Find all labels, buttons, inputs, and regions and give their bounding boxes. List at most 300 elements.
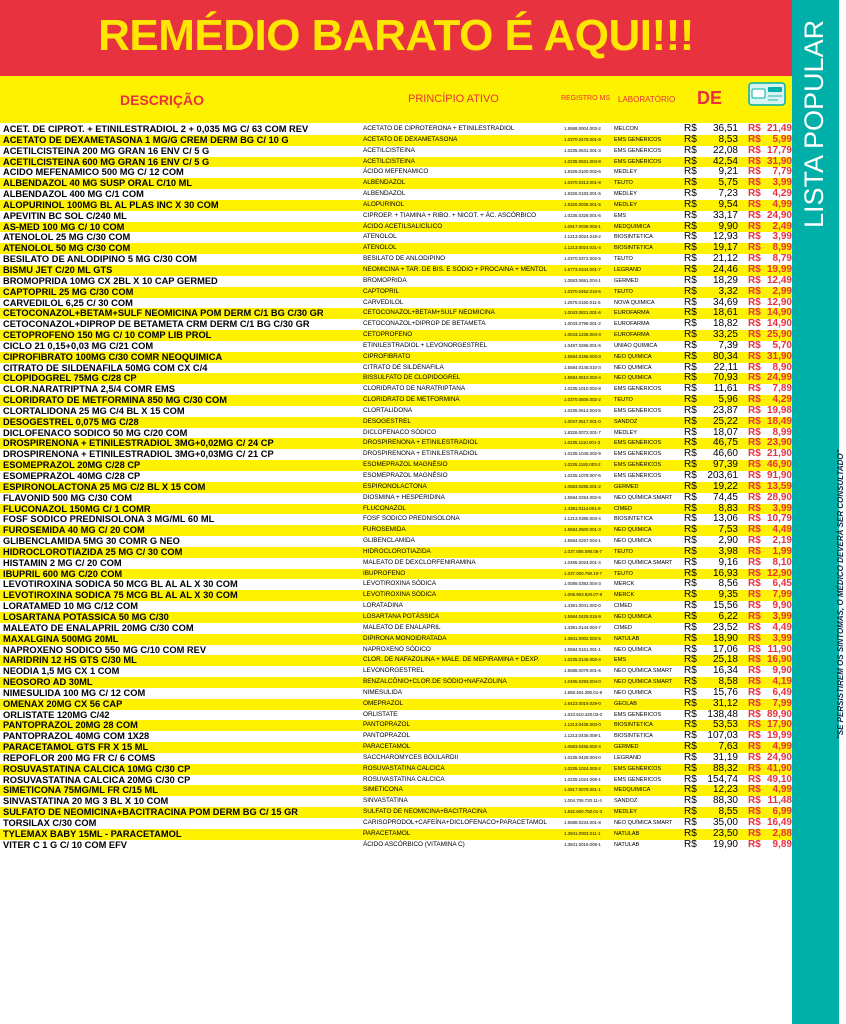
laboratory: NEO QUÍMICA SMART — [614, 559, 673, 566]
currency-por: R$ — [748, 383, 761, 395]
price-de: 88,30 — [712, 795, 738, 807]
currency-por: R$ — [748, 426, 761, 438]
active-ingredient: BROMOPRIDA — [363, 276, 407, 284]
table-row — [0, 666, 792, 677]
product-name: APEVITIN BC SOL C/240 ML — [3, 210, 127, 221]
ms-registration: 1.0235.0328.001-6 — [564, 212, 601, 218]
ms-registration: 1.0917.0039.003-1 — [564, 223, 601, 229]
currency-de: R$ — [684, 784, 697, 796]
currency-por: R$ — [748, 773, 761, 785]
price-de: 16,34 — [712, 665, 738, 677]
table-row — [0, 124, 792, 135]
active-ingredient: CETOCONAZOL+DIPROP DE BETAMETA — [363, 320, 486, 328]
price-por: 6,99 — [772, 806, 792, 818]
ms-registration: 1.5423.0019.029-0 — [564, 700, 601, 706]
laboratory: CIMED — [614, 624, 633, 631]
product-name: DROSPIRENONA + ETINILESTRADIOL 3MG+0,03MG C/ 21 CP — [3, 449, 274, 460]
currency-de: R$ — [684, 209, 697, 221]
ms-registration: 1.037.006.090.05-7 — [564, 548, 603, 554]
currency-de: R$ — [684, 274, 697, 286]
currency-de: R$ — [684, 459, 697, 471]
active-ingredient: LEVOTIROXINA SÓDICA — [363, 580, 437, 588]
currency-por: R$ — [748, 686, 761, 698]
currency-por: R$ — [748, 610, 761, 622]
product-name: CARVEDILOL 6,25 C/ 30 COM — [3, 297, 133, 308]
currency-de: R$ — [684, 610, 697, 622]
product-name: HIDROCLOROTIAZIDA 25 MG C/ 30 COM — [3, 546, 183, 557]
header-registro-ms: REGISTRO MS — [561, 95, 611, 102]
currency-por: R$ — [748, 339, 761, 351]
product-name: BESILATO DE ANLODIPINO 5 MG C/30 COM — [3, 254, 198, 265]
side-note: "SE PERSISTIREM OS SINTOMAS, O MÉDICO DEVERÁ SER CONSULTADO" — [836, 449, 845, 739]
laboratory: TEUTO — [614, 397, 633, 404]
ms-registration: 1.0497.0286.001-6 — [564, 342, 601, 348]
laboratory: NEO QUÍMICA SMART — [614, 820, 673, 826]
price-de: 24,46 — [712, 263, 738, 275]
side-title — [797, 188, 807, 228]
currency-de: R$ — [684, 188, 697, 200]
price-por: 10,79 — [766, 513, 792, 525]
currency-por: R$ — [748, 795, 761, 807]
ms-registration: 1.004.706.720.11-4 — [564, 798, 602, 804]
ms-registration: 1.5584.0161.001-1 — [564, 646, 601, 652]
ms-registration: 1.0235.1010.002-8 — [564, 386, 601, 392]
currency-por: R$ — [748, 307, 761, 319]
product-name: CLOR.NARATRIPTNA 2,5/4 COMR EMS — [3, 384, 176, 395]
currency-de: R$ — [684, 578, 697, 590]
ms-registration: 1.3841.0002.002-5 — [564, 635, 601, 641]
price-de: 22,11 — [713, 361, 738, 373]
price-por: 14,90 — [766, 307, 792, 319]
product-name: DICLOFENACO SODICO 50 MG C/20 COM — [3, 427, 188, 438]
ms-registration: 1.0235.1045.002-9 — [564, 451, 601, 457]
price-de: 8,56 — [718, 578, 738, 590]
price-por: 3,99 — [772, 231, 792, 243]
table-row — [0, 189, 792, 200]
currency-de: R$ — [684, 665, 697, 677]
ms-registration: 1.0235.1024.008-1 — [564, 776, 601, 782]
ms-registration: 1.4381.0144.004-7 — [564, 624, 601, 630]
currency-por: R$ — [748, 806, 761, 818]
price-de: 53,53 — [712, 719, 738, 731]
laboratory: GERMED — [614, 483, 639, 490]
price-de: 33,25 — [712, 329, 738, 341]
price-de: 23,52 — [712, 621, 738, 633]
currency-por: R$ — [748, 404, 761, 416]
ms-registration: 1.0235.0428.004-0 — [564, 754, 601, 760]
laboratory: BIOSINTETICA — [614, 245, 653, 252]
price-por: 49,10 — [766, 773, 792, 785]
price-de: 31,19 — [712, 751, 738, 763]
table-row — [0, 308, 792, 319]
price-de: 42,54 — [712, 155, 738, 167]
active-ingredient: LEVONORGESTREL — [363, 667, 425, 675]
price-de: 46,60 — [712, 448, 738, 460]
laboratory: MERCK — [614, 581, 635, 588]
currency-de: R$ — [684, 567, 697, 579]
price-por: 4,49 — [772, 621, 792, 633]
ms-registration: 1.1213.0435.003-0 — [564, 722, 601, 728]
table-row — [0, 287, 792, 298]
laboratory: TEUTO — [614, 570, 633, 577]
table-row — [0, 612, 792, 623]
laboratory: NATULAB — [614, 830, 640, 837]
price-de: 3,32 — [718, 285, 738, 297]
laboratory: MEDLEY — [614, 201, 638, 208]
price-por: 4,99 — [772, 741, 792, 753]
price-por: 18,49 — [766, 415, 792, 427]
price-por: 4,19 — [772, 676, 792, 688]
currency-de: R$ — [684, 589, 697, 601]
currency-por: R$ — [748, 665, 761, 677]
active-ingredient: CIPROEP. + TIAMINA + RIBO. + NICOT. + ÁC. ASCÓRBICO — [363, 211, 537, 219]
price-por: 3,99 — [772, 632, 792, 644]
table-row — [0, 352, 792, 363]
active-ingredient: SINVASTATINA — [363, 797, 408, 805]
laboratory: MEDLEY — [614, 191, 638, 198]
laboratory: SANDOZ — [614, 418, 638, 425]
currency-por: R$ — [748, 350, 761, 362]
ms-registration: 1.0583.0681.004-1 — [564, 277, 601, 283]
product-name: CAPTOPRIL 25 MG C/30 COM — [3, 286, 134, 297]
currency-de: R$ — [684, 686, 697, 698]
price-de: 19,22 — [712, 480, 738, 492]
active-ingredient: CETOCONAZOL+BETAM+SULF NEOMICINA — [363, 309, 495, 317]
laboratory: MEDLEY — [614, 429, 638, 436]
table-header — [0, 76, 792, 123]
active-ingredient: ACETATO DE CIPROTERONA + ETINILESTRADIOL — [363, 125, 515, 132]
table-row — [0, 341, 792, 352]
price-de: 8,55 — [718, 806, 738, 818]
product-name: CITRATO DE SILDENAFILA 50MG COM CX C/4 — [3, 362, 208, 373]
price-por: 7,99 — [772, 697, 792, 709]
price-por: 9,89 — [772, 838, 792, 850]
price-por: 89,90 — [766, 708, 792, 720]
active-ingredient: FUROSEMIDA — [363, 526, 406, 534]
table-row — [0, 645, 792, 656]
active-ingredient: DIOSMINA + HESPERIDINA — [363, 493, 445, 501]
price-por: 12,49 — [766, 274, 792, 286]
laboratory: UNIAO QUIMICA — [614, 342, 658, 349]
laboratory: BIOSINTETICA — [614, 722, 653, 729]
laboratory: TEUTO — [614, 256, 633, 263]
table-row — [0, 547, 792, 558]
active-ingredient: CETOPROFENO — [363, 331, 413, 339]
laboratory: GEOLAB — [614, 700, 638, 707]
currency-de: R$ — [684, 372, 697, 384]
price-por: 8,99 — [772, 426, 792, 438]
product-name: ATENOLOL 25 MG C/30 COM — [3, 232, 131, 243]
table-row — [0, 731, 792, 742]
active-ingredient: ROSUVASTATINA CALCICA — [363, 775, 445, 783]
currency-de: R$ — [684, 730, 697, 742]
active-ingredient: DIPIRONA MONOIDRATADA — [363, 634, 447, 642]
price-de: 8,83 — [718, 502, 738, 514]
ms-registration: 1.0235.0614.004-5 — [564, 407, 601, 413]
ms-registration: 1.0043.1236.004-3 — [564, 332, 601, 338]
table-row — [0, 157, 792, 168]
product-name: AS-MED 100 MG C/ 10 COM — [3, 221, 125, 232]
product-name: CLORTALIDONA 25 MG C/4 BL X 15 COM — [3, 405, 185, 416]
currency-de: R$ — [684, 502, 697, 514]
currency-por: R$ — [748, 535, 761, 547]
product-name: LOSARTANA POTASSICA 50 MG C/30 — [3, 611, 169, 622]
currency-por: R$ — [748, 838, 761, 850]
ms-registration: 1.0583.0285.001-2 — [564, 483, 601, 489]
active-ingredient: ACETATO DE DEXAMETASONA — [363, 135, 458, 143]
price-de: 12,93 — [712, 231, 738, 243]
currency-por: R$ — [748, 567, 761, 579]
ms-registration: 1.0370.0506.002-2 — [564, 397, 601, 403]
laboratory: EMS GENÉRICOS — [614, 451, 662, 458]
ms-registration: 1.0370.0452.018-6 — [564, 288, 601, 294]
price-por: 24,90 — [766, 209, 792, 221]
ms-registration: 1.8326.0035.001-5 — [564, 201, 601, 207]
ms-registration: 1.0235.1024.003-2 — [564, 765, 601, 771]
price-por: 11,48 — [767, 795, 792, 807]
ms-registration: 1.5588.0004.003-2 — [564, 126, 601, 131]
price-por: 3,99 — [772, 502, 792, 514]
price-de: 5,75 — [718, 177, 738, 189]
currency-de: R$ — [684, 296, 697, 308]
laboratory: EMS GENÉRICOS — [614, 776, 662, 783]
ms-registration: 1.4381.0114.001-9 — [564, 505, 601, 511]
ms-registration: 1.3841.0018.008-1 — [564, 841, 601, 847]
product-name: ALBENDAZOL 400 MG C/1 COM — [3, 189, 144, 200]
product-name: LEVOTIROXINA SODICA 75 MCG BL AL AL X 30 COM — [3, 590, 238, 601]
active-ingredient: BISSULFATO DE CLOPIDOGREL — [363, 374, 461, 382]
active-ingredient: CAPTOPRIL — [363, 287, 400, 295]
ms-registration: 1.0370.0313.001-8 — [564, 180, 601, 186]
ms-registration: 1.5584.0267.004-1 — [564, 538, 601, 544]
currency-de: R$ — [684, 751, 697, 763]
price-por: 28,90 — [766, 491, 792, 503]
ms-registration: 1.5584.0145.010-3 — [564, 364, 601, 370]
laboratory: EMS — [614, 212, 627, 219]
ms-registration: 1.1213.0024.021-4 — [564, 245, 601, 251]
currency-por: R$ — [748, 285, 761, 297]
currency-por: R$ — [748, 133, 761, 145]
laboratory: NEO QUÍMICA SMART — [614, 679, 673, 686]
laboratory: MEDQUIMICA — [614, 787, 651, 794]
currency-por: R$ — [748, 437, 761, 449]
table-row — [0, 232, 792, 243]
product-name: NARIDRIN 12 HS GTS C/30 ML — [3, 655, 137, 666]
laboratory: EMS GENÉRICOS — [614, 147, 662, 154]
price-por: 8,10 — [772, 556, 792, 568]
table-row — [0, 395, 792, 406]
price-de: 8,58 — [718, 676, 738, 688]
laboratory: EMS GENÉRICOS — [614, 386, 662, 393]
product-name: BISMU JET C/20 ML GTS — [3, 264, 113, 275]
price-de: 22,08 — [712, 144, 738, 156]
laboratory: CIMED — [614, 505, 633, 512]
active-ingredient: MALEATO DE ENALAPRIL — [363, 623, 441, 631]
product-name: IBUPRIL 600 MG C/20 COM — [3, 568, 123, 579]
active-ingredient: ATENOLOL — [363, 233, 397, 241]
price-por: 12,90 — [766, 567, 792, 579]
laboratory: NEO QUIMICA — [614, 353, 652, 360]
currency-de: R$ — [684, 350, 697, 362]
currency-de: R$ — [684, 795, 697, 807]
currency-por: R$ — [748, 166, 761, 178]
price-de: 9,54 — [718, 198, 738, 210]
table-row — [0, 742, 792, 753]
laboratory: EUROFARMA — [614, 310, 650, 317]
currency-por: R$ — [748, 643, 761, 655]
table-row — [0, 363, 792, 374]
currency-por: R$ — [748, 578, 761, 590]
price-por: 2,99 — [772, 285, 792, 297]
currency-por: R$ — [748, 589, 761, 601]
table-row — [0, 330, 792, 341]
currency-por: R$ — [748, 329, 761, 341]
ms-registration: 1.558.404.390.01-9 — [564, 689, 603, 695]
product-name: CETOPROFENO 150 MG C/ 10 COMP LIB PROL — [3, 330, 212, 341]
active-ingredient: LEVOTIROXINA SÓDICA — [363, 591, 437, 599]
ms-registration: 1.5588.0234.001-8 — [564, 820, 601, 825]
table-row — [0, 482, 792, 493]
active-ingredient: ESPIRONOLACTONA — [363, 482, 427, 490]
price-de: 23,50 — [712, 827, 738, 839]
currency-de: R$ — [684, 719, 697, 731]
currency-por: R$ — [748, 621, 761, 633]
table-row — [0, 438, 792, 449]
price-de: 154,74 — [707, 773, 738, 785]
product-name: ROSUVASTATINA CALCICA 10MG C/30 CP — [3, 763, 191, 774]
table-row — [0, 764, 792, 775]
currency-por: R$ — [748, 188, 761, 200]
currency-de: R$ — [684, 123, 697, 134]
product-name: ALOPURINOL 100MG BL AL PLAS INC X 30 COM — [3, 199, 219, 210]
price-de: 8,53 — [718, 133, 738, 145]
table-row — [0, 677, 792, 688]
active-ingredient: BENZALCÔNIO+CLOR.DE SÓDIO+NAFAZOLINA — [363, 678, 507, 686]
laboratory: NATULAB — [614, 841, 640, 848]
product-name: CLORIDRATO DE METFORMINA 850 MG C/30 COM — [3, 395, 228, 406]
currency-por: R$ — [748, 242, 761, 254]
table-row — [0, 460, 792, 471]
laboratory: NEO QUIMICA — [614, 689, 652, 696]
price-por: 3,99 — [772, 610, 792, 622]
product-name: ACETATO DE DEXAMETASONA 1 MG/G CREM DERM BG C/ 10 G — [3, 134, 289, 145]
page-title: REMÉDIO BARATO É AQUI!!! — [98, 11, 694, 60]
ms-registration: 1.5584.0254.002-6 — [564, 494, 601, 500]
price-por: 16,90 — [766, 654, 792, 666]
laboratory: MEDQUIMICA — [614, 223, 651, 230]
price-de: 15,76 — [712, 686, 738, 698]
active-ingredient: LORATADINA — [363, 602, 403, 610]
active-ingredient: NAPROXENO SÓDICO — [363, 645, 431, 653]
table-row — [0, 807, 792, 818]
laboratory: MERCK — [614, 592, 635, 599]
currency-por: R$ — [748, 502, 761, 514]
currency-de: R$ — [684, 307, 697, 319]
price-de: 3,98 — [718, 545, 738, 557]
table-row — [0, 254, 792, 265]
product-name: NEOSORO AD 30ML — [3, 677, 93, 688]
product-name: ACETILCISTEINA 200 MG GRAN 16 ENV C/ 5 G — [3, 145, 210, 156]
active-ingredient: ALBENDAZOL — [363, 179, 406, 187]
currency-de: R$ — [684, 383, 697, 395]
currency-de: R$ — [684, 838, 697, 850]
currency-de: R$ — [684, 697, 697, 709]
active-ingredient: NEOMICINA + TAR. DE BIS. E SÓDIO + PROCAINA + MENTOL — [363, 265, 548, 273]
currency-por: R$ — [748, 177, 761, 189]
ms-registration: 1.1213.0024.019-2 — [564, 234, 601, 240]
currency-por: R$ — [748, 491, 761, 503]
active-ingredient: OMEPRAZOL — [363, 699, 404, 707]
price-de: 203,61 — [707, 470, 738, 481]
active-ingredient: ÁCIDO ASCÓRBICO (VITAMINA C) — [363, 840, 465, 848]
currency-de: R$ — [684, 524, 697, 536]
currency-de: R$ — [684, 415, 697, 427]
table-row — [0, 276, 792, 287]
currency-de: R$ — [684, 437, 697, 449]
price-por: 17,90 — [766, 719, 792, 731]
table-row — [0, 818, 792, 829]
card-icon — [748, 80, 788, 108]
product-name: CICLO 21 0,15+0,03 MG C/21 COM — [3, 340, 154, 351]
currency-de: R$ — [684, 285, 697, 297]
product-name: SIMETICONA 75MG/ML FR C/15 ML — [3, 785, 158, 796]
laboratory: EMS GENÉRICOS — [614, 158, 662, 165]
table-row — [0, 829, 792, 840]
ms-registration: 1.1213.0385.003-4 — [564, 516, 601, 522]
currency-por: R$ — [748, 274, 761, 286]
ms-registration: 1.023.510.420.03-0 — [564, 711, 603, 717]
laboratory: NEO QUIMICA — [614, 375, 652, 382]
price-de: 6,22 — [718, 610, 738, 622]
price-por: 1,99 — [772, 545, 792, 557]
active-ingredient: LOSARTANA POTÁSSICA — [363, 612, 440, 620]
table-row — [0, 558, 792, 569]
active-ingredient: CARISOPRODOL+CAFEÍNA+DICLOFENACO+PARACETAMOL — [363, 819, 547, 826]
laboratory: LEGRAND — [614, 754, 642, 761]
currency-de: R$ — [684, 621, 697, 633]
price-por: 12,90 — [766, 296, 792, 308]
product-name: ACET. DE CIPROT. + ETINILESTRADIOL 2 + 0,035 MG C/ 63 COM REV — [3, 124, 309, 134]
active-ingredient: ALOPURINOL — [363, 200, 405, 208]
active-ingredient: CARVEDILOL — [363, 298, 404, 306]
active-ingredient: DESOGESTREL — [363, 417, 411, 425]
table-row — [0, 406, 792, 417]
price-de: 9,16 — [718, 556, 738, 568]
laboratory: EMS GENÉRICOS — [614, 462, 662, 469]
price-de: 74,45 — [712, 491, 738, 503]
price-de: 18,82 — [712, 318, 738, 330]
product-name: OMENAX 20MG CX 56 CAP — [3, 698, 123, 709]
currency-por: R$ — [748, 741, 761, 753]
product-name: FLUCONAZOL 150MG C/ 1 COMR — [3, 503, 151, 514]
price-de: 46,75 — [712, 437, 738, 449]
currency-por: R$ — [748, 459, 761, 471]
ms-registration: 1.5584.0510.003-4 — [564, 375, 601, 381]
ms-registration: 1.0089.0392.004-3 — [564, 581, 601, 587]
currency-de: R$ — [684, 155, 697, 167]
laboratory: NATULAB — [614, 635, 640, 642]
price-por: 14,90 — [766, 318, 792, 330]
laboratory: NEO QUIMICA — [614, 364, 652, 371]
laboratory: EUROFARMA — [614, 321, 650, 328]
product-name: NEODIA 1,5 MG CX 1 COM — [3, 666, 120, 677]
product-name: ACETILCISTEINA 600 MG GRAN 16 ENV C/ 5 G — [3, 156, 210, 167]
price-de: 18,90 — [712, 632, 738, 644]
table-row — [0, 373, 792, 384]
active-ingredient: FOSF SODICO PREDNISOLONA — [363, 515, 460, 523]
active-ingredient: GLIBENCLAMIDA — [363, 537, 415, 545]
table-row — [0, 417, 792, 428]
